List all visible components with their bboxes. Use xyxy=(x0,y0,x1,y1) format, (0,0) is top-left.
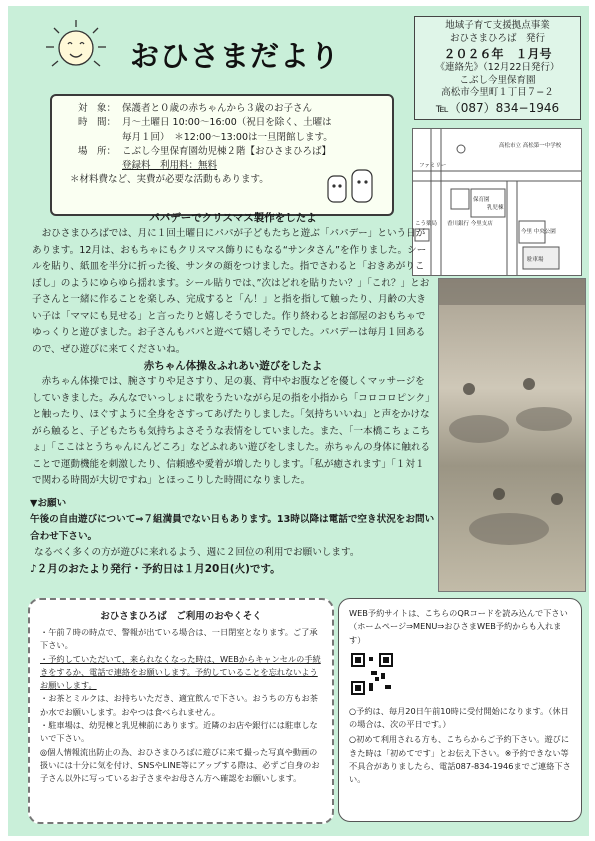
location-map xyxy=(412,128,582,276)
notice-line1: 午後の自由遊びについて⇒７組満員でない日もあります。13時以降は電話で空き状況をお問い合わせ下さい。 xyxy=(30,514,435,542)
header-contact: 《連絡先》（12月22日発行） xyxy=(435,61,560,73)
web-item2: ○初めて利用される方も、こちらからご予約下さい。遊びにきた時は「初めてです」とお伝え下さい。※予約できない等不具合がありましたら、電話087-834-1946までご連絡下さい。 xyxy=(349,734,571,785)
time-key: 時 間： xyxy=(77,117,116,129)
rules-heading: おひさまひろば ご利用のおやくそく xyxy=(100,611,262,622)
info-box xyxy=(50,94,394,216)
rule-item: ・午前７時の時点で、警報が出ている場合は、一日閉室となります。ご了承下さい。 xyxy=(40,627,318,651)
map-label-0: ファミリー xyxy=(419,163,447,169)
map-label-4: こう薬局 xyxy=(415,221,438,227)
rule-item: ・お茶とミルクは、お持ちいただき、適宜飲んで下さい。おうちの方もお茶か水でお願いします。おやつは食べられません。 xyxy=(40,693,318,717)
activity-photo xyxy=(438,278,586,592)
usage-rules-box xyxy=(28,598,334,824)
material-note: ＊材料費など、実費が必要な活動もあります。 xyxy=(70,174,269,186)
registration-fee: 登録料 利用料：無料 xyxy=(122,160,218,171)
section1-body: おひさまひろばでは、月に１回土曜日にパパが子どもたちと遊ぶ「パパデー」という日があります。12月は、おもちゃにもクリスマス飾りにもなる“サンタさん”を作りました。シールを貼り、紙皿を半分に折った後、サンタの顔をつけました。指でさわると「おきあがりこぼし」のようにゆらゆら揺れます。シール貼りでは、”次はどれを貼りたい？」「これ？」とお子さんと一緒に作ることを楽しみ、完成すると「ん！」と指を指して触ったり、月齢の大きい子は「ママにも見せる」と言ったりと嬉しそうでした。作り終わるとお部屋のおもちゃでゆっくりと遊びました。お子さんもパパと遊べて嬉しそうでした。パパデーは毎月１回あるので、ぜひ遊びに来てくださいね。 xyxy=(32,228,430,355)
header-tel: ℡（087）834−1946 xyxy=(435,101,560,116)
target-key: 対 象： xyxy=(77,103,116,114)
rule-item: ・駐車場は、幼児棟と乳児棟前にあります。近隣のお店や銀行には駐車しないで下さい。 xyxy=(40,719,318,744)
web-intro: WEB予約サイトは、こちらのQRコードを読み込んで下さい（ホームページ⇒MENU⇒おひさまWEB予約からも入れます） xyxy=(349,608,568,645)
notice-line2: なるべく多くの方が遊びに来れるよう、週に２回位の利用でお願いします。 xyxy=(34,546,360,558)
photo-shapes xyxy=(439,279,585,591)
notice-heading: ▼お願い xyxy=(30,498,67,509)
sun-illustration xyxy=(38,14,114,76)
rule-item: ◎個人情報流出防止の為、おひさまひろばに遊びに来て撮った写真や動画の扱いには十分に気を付け、SNSやLINE等にアップする際は、必ずご自身のお子さん以外に写っているお子さまやお母さん方へ確認をお願いします。 xyxy=(40,746,320,784)
map-label-1: 香川銀行 今里支店 xyxy=(447,221,493,227)
map-label-6: 駐車場 xyxy=(527,257,544,263)
place-key: 場 所： xyxy=(77,145,116,157)
map-label-3: 乳児棟 xyxy=(487,205,504,211)
header-address: 高松市今里町１丁目７−２ xyxy=(441,87,554,99)
web-reservation-box xyxy=(338,598,582,822)
section1-heading: パパデーでクリスマス製作をしたよ xyxy=(149,212,317,224)
map-label-7: 高松市立 高松第一中学校 xyxy=(499,143,562,149)
qr-code[interactable] xyxy=(351,653,393,695)
newsletter-page xyxy=(8,6,589,836)
place-value: こぶし今里保育園幼児棟２階【おひさまひろば】 xyxy=(122,145,332,157)
jars-illustration xyxy=(322,162,378,206)
notice-block xyxy=(30,496,440,579)
notice-line3: ♪２月のおたより発行・予約日は１月20日(火)です。 xyxy=(30,563,281,576)
map-label-5: 今里 中央公園 xyxy=(521,229,556,235)
section2-body: 赤ちゃん体操では、腕さすりや足さすり、足の裏、背中やお腹などを優しくマッサージをしていきました。みんなでいっしょに歌をうたいながら足の指を小指から「コロコロピンク」と触ったり、ほぐすように全身をさすってあげたりしました。「気持ちいいね」と声をかけながら触ると、子どもたちも気持ちよさそうな表情をしていました。また、「一本橋こちょこちょ」「ここはとうちゃんにんどころ」などふれあい遊びをしました。赤ちゃんの身体に触れることで運動機能を刺激したり、信頼感や愛着が増したりします。「私が癒されます」「１対１で関わる時間が大切ですね」とほっこりした時間になりました。 xyxy=(32,376,431,486)
target-value: 保護者と０歳の赤ちゃんから３歳のお子さん xyxy=(122,103,313,114)
time-value-1: 月〜土曜日 10:00〜16:00（祝日を除く、土曜は xyxy=(122,117,332,129)
header-line1: 地域子育て支援拠点事業 xyxy=(445,20,550,31)
time-value-2: 毎月１回） ＊12:00〜13:00は一旦閉館します。 xyxy=(122,131,333,143)
header-nursery: こぶし今里保育園 xyxy=(459,74,536,86)
map-label-2: 保育園 xyxy=(473,197,490,203)
header-issue: ２０２６年 １月号 xyxy=(443,46,552,61)
newsletter-title: おひさまだより xyxy=(130,39,341,73)
section2-heading: 赤ちゃん体操＆ふれあい遊びをしたよ xyxy=(143,360,323,372)
publisher-header xyxy=(414,16,581,120)
web-item1: ○予約は、毎月20日午前10時に受付開始になります。（休日の場合は、次の平日です。） xyxy=(349,705,569,730)
rule-item: ・予約していただいて、来られなくなった時は、WEBからキャンセルの手続きをするか、電話で連絡をお願いします。予約していることを忘れないようお願いします。 xyxy=(40,653,321,691)
header-line2: おひさまひろば 発行 xyxy=(449,32,545,44)
